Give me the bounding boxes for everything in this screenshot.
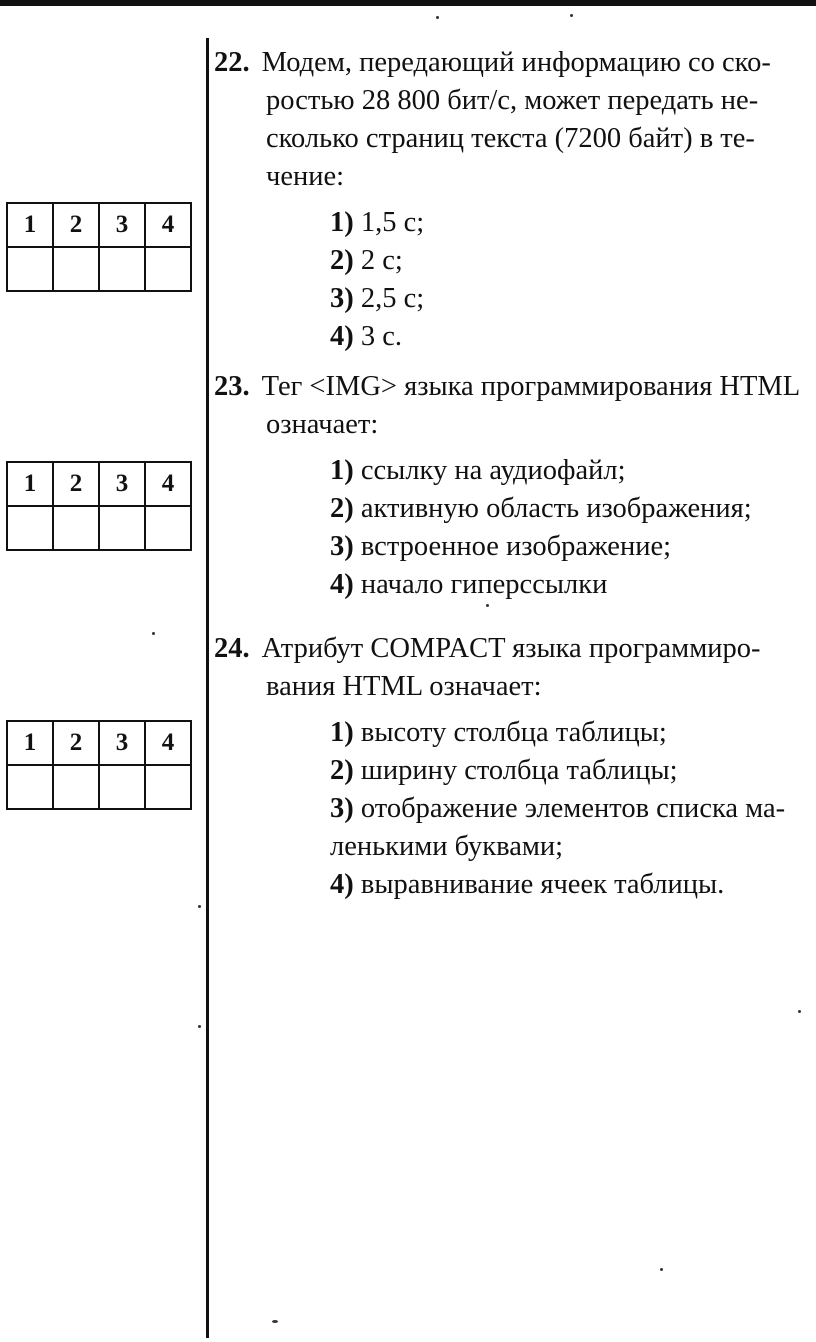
margin-rule <box>206 38 209 1338</box>
scan-speck <box>486 604 489 607</box>
option-2[interactable] <box>214 242 808 280</box>
option-number: 3) <box>330 531 354 562</box>
answer-cell-4[interactable] <box>145 247 191 291</box>
stem-line: Тег <IMG> языка программирования HTML <box>261 371 801 402</box>
stem-line: сколько страниц текста (7200 байт) в те- <box>266 123 755 154</box>
option-text: активную область изображения; <box>353 493 752 524</box>
option-text: ссылку на аудиофайл; <box>353 455 626 486</box>
question-number: 23. <box>214 371 250 402</box>
answer-grid-header-cell: 4 <box>145 721 191 765</box>
scan-speck <box>798 1010 801 1013</box>
question-stem <box>214 368 808 444</box>
option-text: 2,5 с; <box>353 283 425 314</box>
answer-cell-1[interactable] <box>7 247 53 291</box>
stem-line: Атрибут COMPACT языка программиро- <box>261 633 761 664</box>
answer-cell-4[interactable] <box>145 765 191 809</box>
option-text: высоту столбца таблицы; <box>353 717 667 748</box>
answer-grid-23 <box>6 461 192 551</box>
stem-line: означает: <box>266 409 379 440</box>
answer-grid-header-cell: 1 <box>7 721 53 765</box>
option-text: 2 с; <box>353 245 403 276</box>
answer-cell-3[interactable] <box>99 765 145 809</box>
top-rule <box>0 0 816 6</box>
answer-grid-header-row <box>7 462 191 506</box>
answer-grid-header-cell: 1 <box>7 203 53 247</box>
answer-cell-3[interactable] <box>99 506 145 550</box>
answer-grid-header-cell: 3 <box>99 203 145 247</box>
question-24 <box>214 630 808 904</box>
question-stem <box>214 44 808 196</box>
option-number: 2) <box>330 493 354 524</box>
options-list <box>214 452 808 604</box>
scan-speck <box>660 1268 663 1271</box>
option-number: 4) <box>330 569 354 600</box>
option-3[interactable] <box>214 280 808 318</box>
answer-grid-22 <box>6 202 192 292</box>
answer-cell-2[interactable] <box>53 247 99 291</box>
option-1[interactable] <box>214 714 808 752</box>
option-4[interactable] <box>214 566 808 604</box>
option-4[interactable] <box>214 866 808 904</box>
answer-grid-24 <box>6 720 192 810</box>
options-list <box>214 204 808 356</box>
option-number: 1) <box>330 717 354 748</box>
option-text-continuation: ленькими буквами; <box>330 831 564 862</box>
option-number: 3) <box>330 283 354 314</box>
option-1[interactable] <box>214 452 808 490</box>
answer-cell-2[interactable] <box>53 506 99 550</box>
option-4[interactable] <box>214 318 808 356</box>
answer-grid-input-row <box>7 765 191 809</box>
answer-cell-3[interactable] <box>99 247 145 291</box>
option-number: 2) <box>330 245 354 276</box>
answer-grid-header-cell: 3 <box>99 721 145 765</box>
option-text: выравнивание ячеек таблицы. <box>353 869 725 900</box>
question-number: 24. <box>214 633 250 664</box>
option-text: 3 с. <box>353 321 403 352</box>
answer-grid-header-cell: 4 <box>145 462 191 506</box>
answer-grid-input-row <box>7 247 191 291</box>
answer-cell-4[interactable] <box>145 506 191 550</box>
answer-grid-header-row <box>7 721 191 765</box>
option-number: 1) <box>330 455 354 486</box>
options-list <box>214 714 808 904</box>
option-text: встроенное изображение; <box>353 531 672 562</box>
option-number: 3) <box>330 793 354 824</box>
question-number: 22. <box>214 47 250 78</box>
answer-grid-header-cell: 2 <box>53 721 99 765</box>
stem-line: Модем, передающий информацию со ско- <box>261 47 771 78</box>
option-text: начало гиперссылки <box>353 569 608 600</box>
option-number: 4) <box>330 869 354 900</box>
option-text: отображение элементов списка ма- <box>353 793 786 824</box>
answer-grid-input-row <box>7 506 191 550</box>
answer-grid-header-row <box>7 203 191 247</box>
option-text: 1,5 с; <box>353 207 425 238</box>
scan-speck <box>570 14 573 17</box>
answer-grid-header-cell: 3 <box>99 462 145 506</box>
question-23 <box>214 368 808 604</box>
answer-grid-header-cell: 2 <box>53 462 99 506</box>
option-number: 2) <box>330 755 354 786</box>
option-1[interactable] <box>214 204 808 242</box>
stem-line: вания HTML означает: <box>266 671 542 702</box>
stem-line: чение: <box>266 161 345 192</box>
scan-speck <box>152 632 155 635</box>
stem-line: ростью 28 800 бит/с, может передать не- <box>266 85 759 116</box>
scan-speck <box>272 1320 278 1323</box>
question-22 <box>214 44 808 356</box>
scan-speck <box>436 16 439 19</box>
option-3[interactable] <box>214 790 808 866</box>
answer-cell-2[interactable] <box>53 765 99 809</box>
option-2[interactable] <box>214 490 808 528</box>
option-3[interactable] <box>214 528 808 566</box>
answer-cell-1[interactable] <box>7 765 53 809</box>
answer-grid-header-cell: 2 <box>53 203 99 247</box>
answer-grid-header-cell: 1 <box>7 462 53 506</box>
scan-speck <box>198 905 201 908</box>
question-stem <box>214 630 808 706</box>
option-2[interactable] <box>214 752 808 790</box>
option-number: 1) <box>330 207 354 238</box>
option-text: ширину столбца таблицы; <box>353 755 678 786</box>
answer-grid-header-cell: 4 <box>145 203 191 247</box>
option-number: 4) <box>330 321 354 352</box>
answer-cell-1[interactable] <box>7 506 53 550</box>
scan-speck <box>198 1025 201 1028</box>
